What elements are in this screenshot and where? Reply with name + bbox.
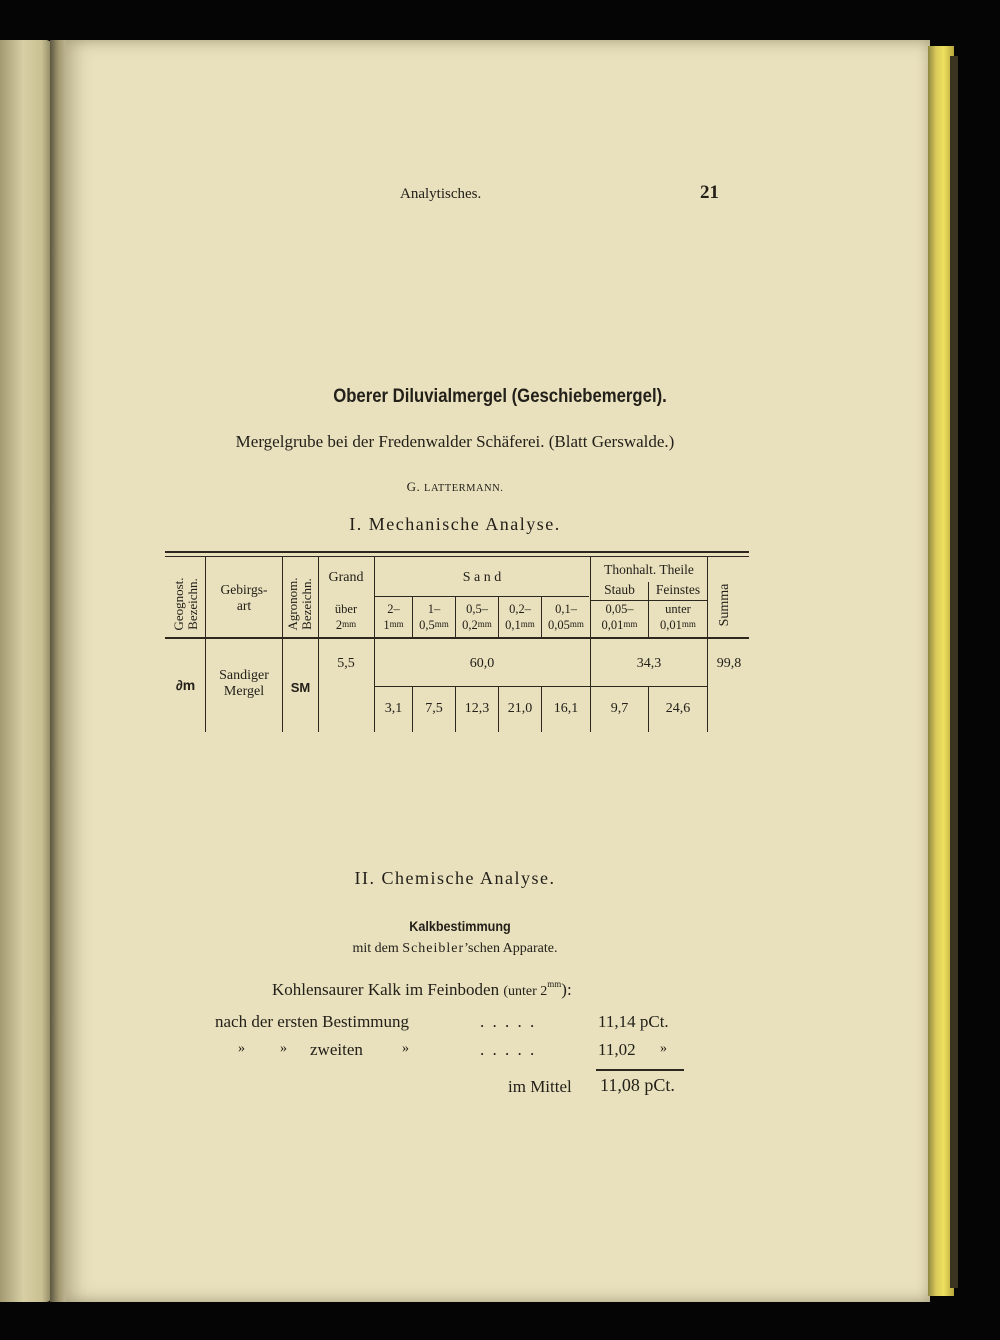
header-grand-sub: über: [334, 602, 358, 616]
row-gebirgsart-line2: Mergel: [223, 684, 265, 699]
kalk-sub-post: ’schen Apparate.: [464, 941, 558, 956]
mean-rule: [596, 1069, 684, 1071]
sand-col-from: 2–: [387, 602, 400, 616]
section-chemical-heading: II. Chemische Analyse.: [354, 868, 556, 888]
sand-col-from: 1–: [427, 602, 441, 616]
staub-from: 0,05–: [605, 602, 634, 616]
row-sand-total: 60,0: [469, 656, 495, 671]
first-measure-dots: . . . . .: [480, 1012, 537, 1031]
row-summa: 99,8: [716, 656, 742, 671]
author-initial: G.: [406, 479, 425, 494]
table-rule-top: [165, 551, 749, 553]
kalk-intro-text: Kohlensaurer Kalk im Feinboden: [272, 980, 500, 999]
row-sand-value: 3,1: [384, 701, 403, 716]
header-feinstes: Feinstes: [655, 582, 701, 597]
kalk-sub-pre: mit dem: [352, 941, 403, 956]
author: [0, 479, 910, 495]
table-rule-header: [165, 637, 749, 639]
sand-col-from: 0,1–: [555, 602, 577, 616]
row-grand: 5,5: [337, 656, 355, 671]
mean-value: 11,08 pCt.: [600, 1075, 675, 1095]
unit-mm: mm: [434, 619, 449, 629]
second-measure-dots: . . . . .: [480, 1040, 537, 1059]
row-gebirgsart: [206, 668, 282, 700]
header-grand-sub2: 2: [335, 618, 343, 632]
sand-col-to: 0,5: [419, 618, 435, 632]
header-agronom-line2: Bezeichn.: [299, 578, 314, 630]
header-thonhalt: Thonhalt. Theile: [604, 562, 694, 577]
unit-mm: mm: [681, 619, 696, 629]
row-sand-value: 12,3: [464, 701, 490, 716]
sand-col-to: 0,1: [505, 618, 521, 632]
sand-col-to: 0,05: [548, 618, 570, 632]
row-feinstes: 24,6: [665, 701, 691, 716]
kalk-sub-name: Scheibler: [402, 941, 465, 956]
second-quote-1: »: [238, 1041, 245, 1056]
sand-col-from: 0,5–: [466, 602, 488, 616]
table-rule-sand: [374, 596, 589, 597]
second-quote-4: »: [660, 1041, 667, 1056]
row-sand-value: 21,0: [507, 701, 533, 716]
kalk-intro: [272, 980, 572, 1000]
header-feinstes-range: [649, 601, 707, 633]
header-sand-col: [375, 601, 412, 633]
header-sand: S a n d: [462, 570, 502, 585]
header-sand-col: [542, 601, 590, 633]
header-gebirgsart-line2: art: [236, 598, 252, 613]
header-geognost-line2: Bezeichn.: [185, 578, 200, 630]
table-rule-top2: [165, 556, 749, 557]
header-geognost: [172, 564, 200, 644]
header-staub-range: [591, 601, 648, 633]
header-geognost-line1: Geognost.: [171, 577, 186, 631]
left-page-edge: [0, 40, 52, 1302]
header-sand-col: [456, 601, 498, 633]
staub-to: 0,01: [601, 618, 624, 632]
sand-col-from: 0,2–: [509, 602, 531, 616]
row-thon-total: 34,3: [636, 656, 662, 671]
mean-label: im Mittel: [508, 1077, 572, 1096]
row-staub: 9,7: [610, 701, 629, 716]
header-grand: Grand: [328, 570, 364, 585]
unit-mm: mm: [569, 619, 584, 629]
unit-mm: mm: [389, 619, 404, 629]
feinstes-to: 0,01: [660, 618, 682, 632]
row-geognost: ∂m: [175, 677, 196, 693]
kalk-subtitle: [0, 941, 910, 957]
header-sand-col: [413, 601, 455, 633]
feinstes-from: unter: [665, 602, 691, 616]
header-staub: Staub: [604, 582, 635, 597]
author-name: LATTERMANN.: [424, 483, 504, 494]
document-subtitle: Mergelgrube bei der Fredenwalder Schäferei. (Blatt Gerswalde.): [235, 432, 675, 451]
header-gebirgsart-line1: Gebirgs-: [220, 582, 268, 597]
unit-mm: mm: [547, 979, 562, 989]
table-vline: [707, 556, 708, 732]
row-sand-value: 7,5: [425, 701, 443, 716]
sand-col-to: 1: [383, 618, 390, 632]
first-measure-label: nach der ersten Bestimmung: [215, 1012, 410, 1031]
second-measure-value: 11,02: [598, 1040, 636, 1059]
kalk-title: Kalkbestimmung: [409, 918, 511, 934]
kalk-intro-paren: (unter 2: [503, 984, 548, 999]
second-quote-3: »: [402, 1041, 409, 1056]
document-title: Oberer Diluvialmergel (Geschiebemergel).: [333, 386, 667, 407]
header-grand-range: [318, 601, 374, 633]
second-quote-2: »: [280, 1041, 287, 1056]
header-gebirgsart: [206, 582, 282, 614]
kalk-intro-end: ):: [561, 980, 572, 999]
header-summa: Summa: [717, 583, 732, 627]
page-number: 21: [700, 182, 719, 203]
header-agronom: [286, 564, 314, 644]
row-sand-value: 16,1: [553, 701, 579, 716]
table-vline: [282, 556, 283, 732]
unit-mm: mm: [520, 619, 535, 629]
first-measure-value: 11,14 pCt.: [598, 1012, 669, 1031]
running-head: Analytisches.: [400, 186, 482, 202]
row-gebirgsart-line1: Sandiger: [219, 668, 269, 683]
unit-mm: mm: [342, 619, 357, 629]
unit-mm: mm: [477, 619, 492, 629]
unit-mm: mm: [623, 619, 638, 629]
row-agronom: SM: [290, 680, 311, 695]
section-mechanical-heading: I. Mechanische Analyse.: [349, 514, 561, 534]
header-agronom-line1: Agronom.: [285, 577, 300, 631]
header-sand-col: [499, 601, 541, 633]
second-measure-label: zweiten: [310, 1040, 363, 1059]
book-cover-edge: [950, 56, 958, 1288]
sand-col-to: 0,2: [462, 618, 478, 632]
